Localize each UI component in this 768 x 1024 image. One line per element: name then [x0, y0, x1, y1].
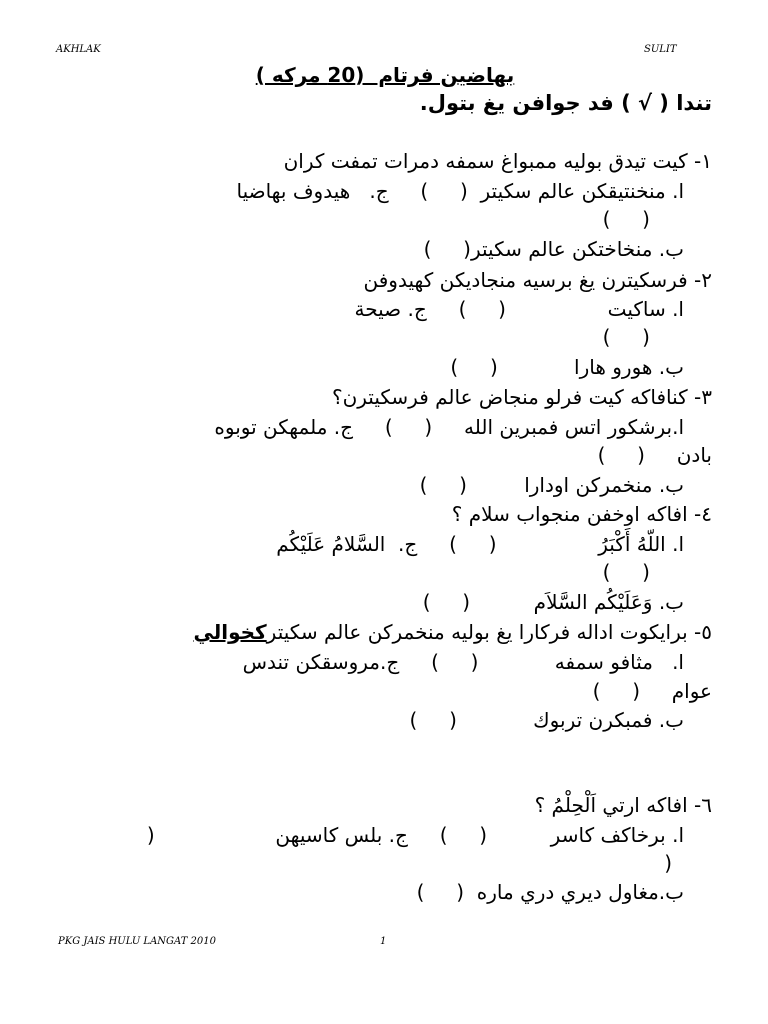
question-1: ١- كيت تيدق بوليه ممبواغ سمفه دمرات تمفت كران [283, 149, 712, 173]
question-6-options-a-c: ا. برخاكف كاسر ( ) ج. بلس كاسيهن ( [146, 823, 684, 847]
question-4-option-c-box: ( ) [602, 560, 650, 584]
question-2-options-a-c: ا. ساكيت ( ) ج. صيحة [354, 297, 684, 321]
header-classification: SULIT [644, 44, 677, 55]
question-4: ٤- افاكه اوخفن منجواب سلام ؟ [451, 502, 712, 526]
question-5-emphasis: كخوالي [193, 620, 267, 644]
question-1-options-a-c: ا. منخنتيقكن عالم سكيتر ( ) ج. هيدوف بهاضيا [236, 179, 684, 203]
page-number: 1 [380, 936, 387, 947]
question-6-option-b: ب.مغاول ديري دري ماره ( ) [416, 880, 684, 904]
footer-organization: PKG JAIS HULU LANGAT 2010 [58, 936, 216, 947]
question-3-option-c-cont: بادن ( ) [597, 443, 712, 467]
question-6-option-c-box: ) [664, 851, 672, 875]
question-5-option-c-cont: عوام ( ) [592, 679, 712, 703]
question-6: ٦- افاكه ارتي اَلْحِلْمُ ؟ [534, 793, 712, 817]
question-5-text: ٥- برايكوت اداله فركارا يغ بوليه منخمركن عالم سكيتر [266, 620, 712, 644]
header-subject: AKHLAK [56, 44, 101, 55]
question-2: ٢- فرسكيترن يغ برسيه منجاديكن كهيدوفن [363, 268, 712, 292]
question-1-option-c-box: ( ) [602, 207, 650, 231]
section-title: بهاضين فرتام (20 مركه ) [255, 63, 515, 87]
question-4-option-b: ب. وَعَلَيْكُم السَّلاَم ( ) [422, 590, 684, 614]
question-2-option-c-box: ( ) [602, 325, 650, 349]
question-2-option-b: ب. هورو هارا ( ) [450, 355, 684, 379]
question-4-options-a-c: ا. اللّهُ أَكْبَرُ ( ) ج. السَّلامُ عَلَيْكُم [276, 532, 684, 556]
question-3-option-b: ب. منخمركن اودارا ( ) [419, 473, 684, 497]
question-5-options-a-c: ا. مثافو سمفه ( ) ج.مروسقكن تندس [242, 650, 684, 674]
question-5-option-b: ب. فمبكرن تربوك ( ) [409, 708, 684, 732]
question-1-option-b: ب. منخاختكن عالم سكيتر( ) [423, 237, 684, 261]
question-5 [193, 619, 712, 645]
question-3-options-a-c: ا.برشكور اتس فمبرين الله ( ) ج. ملمهكن توبوه [214, 415, 684, 439]
instruction: تندا ( √ ) فد جوافن يغ بتول. [419, 91, 712, 115]
question-3: ٣- كنافاكه كيت فرلو منجاض عالم فرسكيترن؟ [331, 385, 712, 409]
